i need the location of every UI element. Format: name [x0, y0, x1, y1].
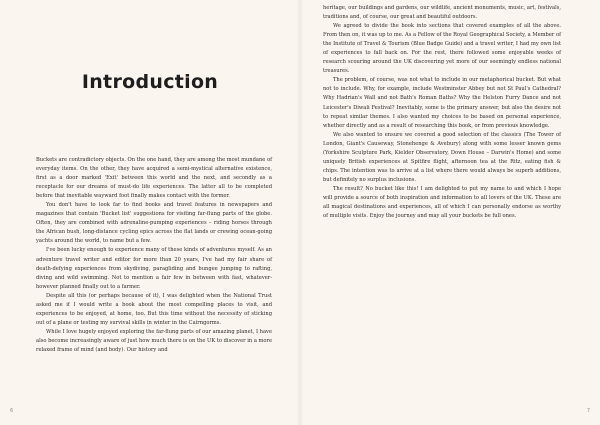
- paragraph: The result? No bucket like this! I am delighted to put my name to and which I hope will provide a source of both inspiration and information to all lovers of the UK. These are all magical destinations and experiences, all of which I can personally endorse as worthy of multiple visits. Enjoy the journey and may all your buckets be full ones.: [323, 185, 561, 220]
- paragraph: While I love hugely enjoyed exploring the far-flung parts of our amazing planet, I have also become increasingly aware of just how much there is on the UK to discover in a more relaxed frame of mind (and body). Our history and: [36, 328, 272, 353]
- paragraph: The problem, of course, was not what to include in our metaphorical bucket. But what not to include. Why, for example, include Westminster Abbey but not St Paul's Cathedral? Why Hadrian's Wall and not Bath's Roman Baths? Why the Helston Furry Dance and not Leicester's Diwali Festival? Inevitably, some is the primary answer, but also the desire not to repeat similar themes. I also wanted my choices to be based on personal experience, whether directly and as a result of researching this book, or from previous knowledge.: [323, 77, 561, 129]
- paragraph: Buckets are contradictory objects. On the one hand, they are among the most mundane of everyday items. On the other, they have acquired a semi-mystical alternative existence, first as a door marked 'Exit' between this world and the next, and secondly as a receptacle for our dreams of must-do life experiences. The latter all to be completed before that inevitable wayward foot finally makes contact with the former.: [36, 157, 272, 200]
- right-page: [300, 0, 600, 425]
- paragraph: I've been lucky enough to experience many of these kinds of adventures myself. As an adventure travel writer and editor for more than 20 years, I've had my fair share of death-defying experiences from skydiving, paragliding and bungee jumping to rafting, diving and wild swimming. Not to mention a fair few in between with fast, whatever-however planned finally out to a farmer.: [36, 247, 272, 290]
- page-number-left: 6: [10, 408, 14, 414]
- paragraph: You don't have to look far to find books and travel features in newspapers and magazines that contain 'Bucket list' suggestions for visiting far-flung parts of the globe. Often, they are combined with adrenaline-pumping experiences – riding horses through the African bush, long-distance cycling epics across the flat lands or crewing ocean-going yachts around the world, to name but a few.: [36, 202, 272, 245]
- paragraph: We also wanted to ensure we covered a good selection of the classics (The Tower of London, Giant's Causeway, Stonehenge & Avebury) along with some lesser known gems (Yorkshire Sculpture Park, Kielder Observatory, Down House – Darwin's Home) and some uniquely British experiences at Spitfire flight, afternoon tea at the Ritz, eating fish & chips. The intention was to arrive at a list where there would always be superb additions, but definitely no surplus inclusions.: [323, 131, 561, 183]
- right-body-text: [323, 4, 561, 221]
- paragraph: We agreed to divide the book into sections that covered examples of all the above. From then on, it was up to me. As a Fellow of the Royal Geographical Society, a Member of the Institute of Travel & Tourism (Blue Badge Guide) and a travel writer, I had my own list of experiences to fall back on. For the rest, there followed some enjoyable weeks of research scouring around the UK discovering yet more of our seemingly endless national treasures.: [323, 23, 561, 75]
- left-body-text: [36, 156, 272, 355]
- page-title: Introduction: [81, 70, 219, 93]
- page-number-right: 7: [586, 408, 590, 414]
- paragraph: Despite all this (or perhaps because of it), I was delighted when the National Trust asked me if I would write a book about the most compelling places to visit, and experiences to be enjoyed, at home, too. But this time without the necessity of sticking out of a plane or testing my survival skills in winter in the Cairngorms.: [36, 292, 272, 326]
- paragraph: heritage, our buildings and gardens, our wildlife, ancient monuments, music, art, festivals, traditions and, of course, our great and beautiful outdoors.: [323, 5, 561, 21]
